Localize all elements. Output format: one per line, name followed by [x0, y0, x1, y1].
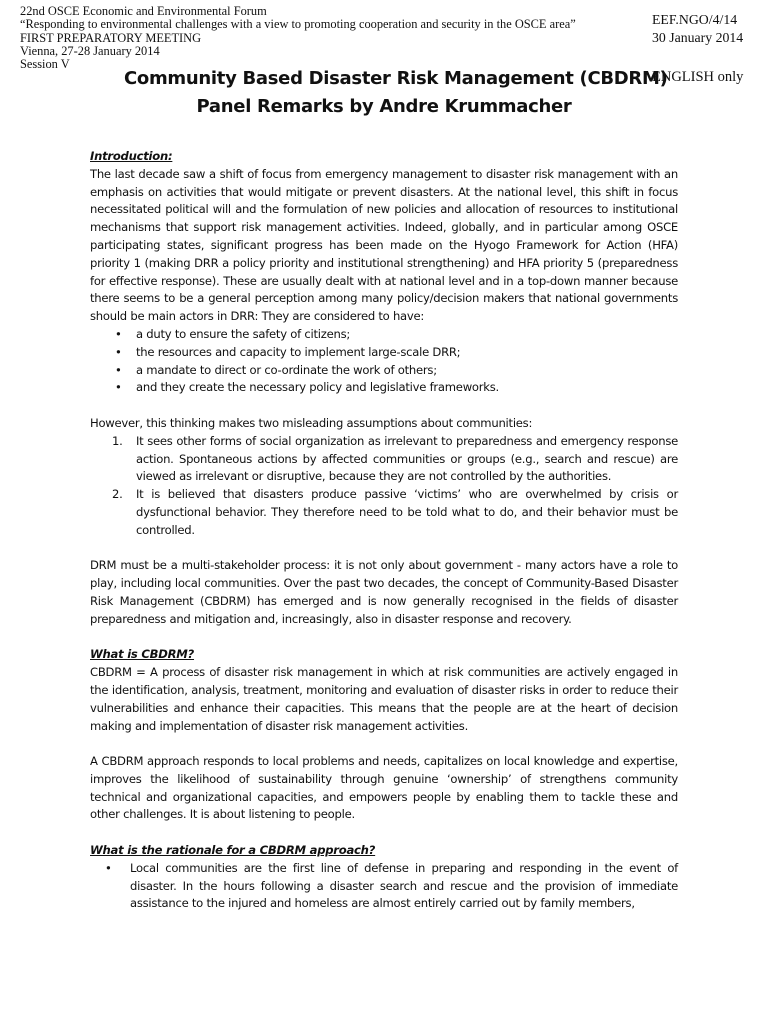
list-item: • a duty to ensure the safety of citizens;	[90, 326, 678, 344]
item-text: It sees other forms of social organization as irrelevant to preparedness and emergency response action. Spontaneous actions by affected communities or groups (e.g., search and rescue) are viewed as irrelevant or disruptive, because they are not controlled by the authorities.	[136, 433, 678, 484]
rationale-heading: What is the rationale for a CBDRM approach?	[90, 843, 376, 858]
document-body	[90, 148, 678, 913]
forum-theme: “Responding to environmental challenges with a view to promoting cooperation and security in the OSCE area”	[20, 17, 576, 32]
list-item: • and they create the necessary policy and legislative frameworks.	[90, 379, 678, 397]
cbdrm-definition: CBDRM = A process of disaster risk management in which at risk communities are actively engaged in the identification, analysis, treatment, monitoring and evaluation of disaster risks in order to reduce their vulnerabilities and enhance their capacities. This means that the people are at the heart of decision making and implementation of disaster risk management activities.	[90, 665, 678, 733]
rationale-list	[90, 860, 678, 913]
forum-header	[20, 5, 620, 71]
government-roles-list	[90, 326, 678, 397]
introduction-paragraph: The last decade saw a shift of focus from emergency management to disaster risk management with an emphasis on activities that would mitigate or prevent disasters. At the national level, this shift in focus necessitated political will and the formulation of new policies and allocation of resources to institutional mechanisms that support risk management activities. Indeed, globally, and in particular among OSCE participating states, significant progress has been made on the Hyogo Framework for Action (HFA) priority 1 (making DRR a policy priority and institutional strengthening) and HFA priority 5 (preparedness for effective response). These are usually dealt with at national level and in a top-down manner because there seems to be a general perception among many policy/decision makers that national governments should be main actors in DRR: They are considered to have:	[90, 166, 678, 324]
item-number: 1.	[112, 433, 123, 448]
what-is-cbdrm-heading: What is CBDRM?	[90, 647, 195, 662]
document-subtitle: Panel Remarks by Andre Krummacher	[196, 96, 572, 117]
list-item	[90, 486, 678, 539]
item-number: 2.	[112, 487, 123, 502]
meeting-location-date: Vienna, 27-28 January 2014	[20, 43, 160, 58]
list-item: • Local communities are the first line of defense in preparing and responding in the event of disaster. In the hours following a disaster search and rescue and the provision of immediate assistance to the injured and homeless are almost entirely carried out by family members,	[90, 860, 678, 913]
item-text: It is believed that disasters produce passive ‘victims’ who are overwhelmed by crisis or dysfunctional behavior. They therefore need to be told what to do, and their behavior must be controlled.	[136, 487, 678, 537]
list-item	[90, 433, 678, 486]
introduction-heading: Introduction:	[90, 149, 173, 163]
list-item: • the resources and capacity to implement large-scale DRR;	[90, 344, 678, 362]
list-item: • a mandate to direct or co-ordinate the work of others;	[90, 362, 678, 380]
session-label: Session V	[20, 57, 70, 72]
assumptions-list	[90, 433, 678, 540]
drm-paragraph: DRM must be a multi-stakeholder process: it is not only about government - many actors have a role to play, including local communities. Over the past two decades, the concept of Community-Based Disaster Risk Management (CBDRM) has emerged and is now generally recognised in the fields of disaster preparedness and mitigation and, increasingly, also in disaster response and recovery.	[90, 558, 678, 626]
document-title: Community Based Disaster Risk Management (CBDRM)	[124, 68, 668, 89]
document-reference-block	[652, 11, 743, 46]
cbdrm-approach-paragraph: A CBDRM approach responds to local problems and needs, capitalizes on local knowledge and expertise, improves the likelihood of sustainability through genuine ‘ownership’ of strengthens community technical and organizational capacities, and empowers people by enabling them to tackle these and other challenges. It is about listening to people.	[90, 754, 678, 822]
document-date: 30 January 2014	[652, 29, 744, 45]
meeting-name: FIRST PREPARATORY MEETING	[20, 30, 202, 45]
document-reference: EEF.NGO/4/14	[652, 12, 738, 27]
assumptions-lead: However, this thinking makes two misleading assumptions about communities:	[90, 415, 533, 430]
forum-name: 22nd OSCE Economic and Environmental Forum	[20, 4, 267, 18]
language-note: ENGLISH only	[652, 69, 744, 85]
